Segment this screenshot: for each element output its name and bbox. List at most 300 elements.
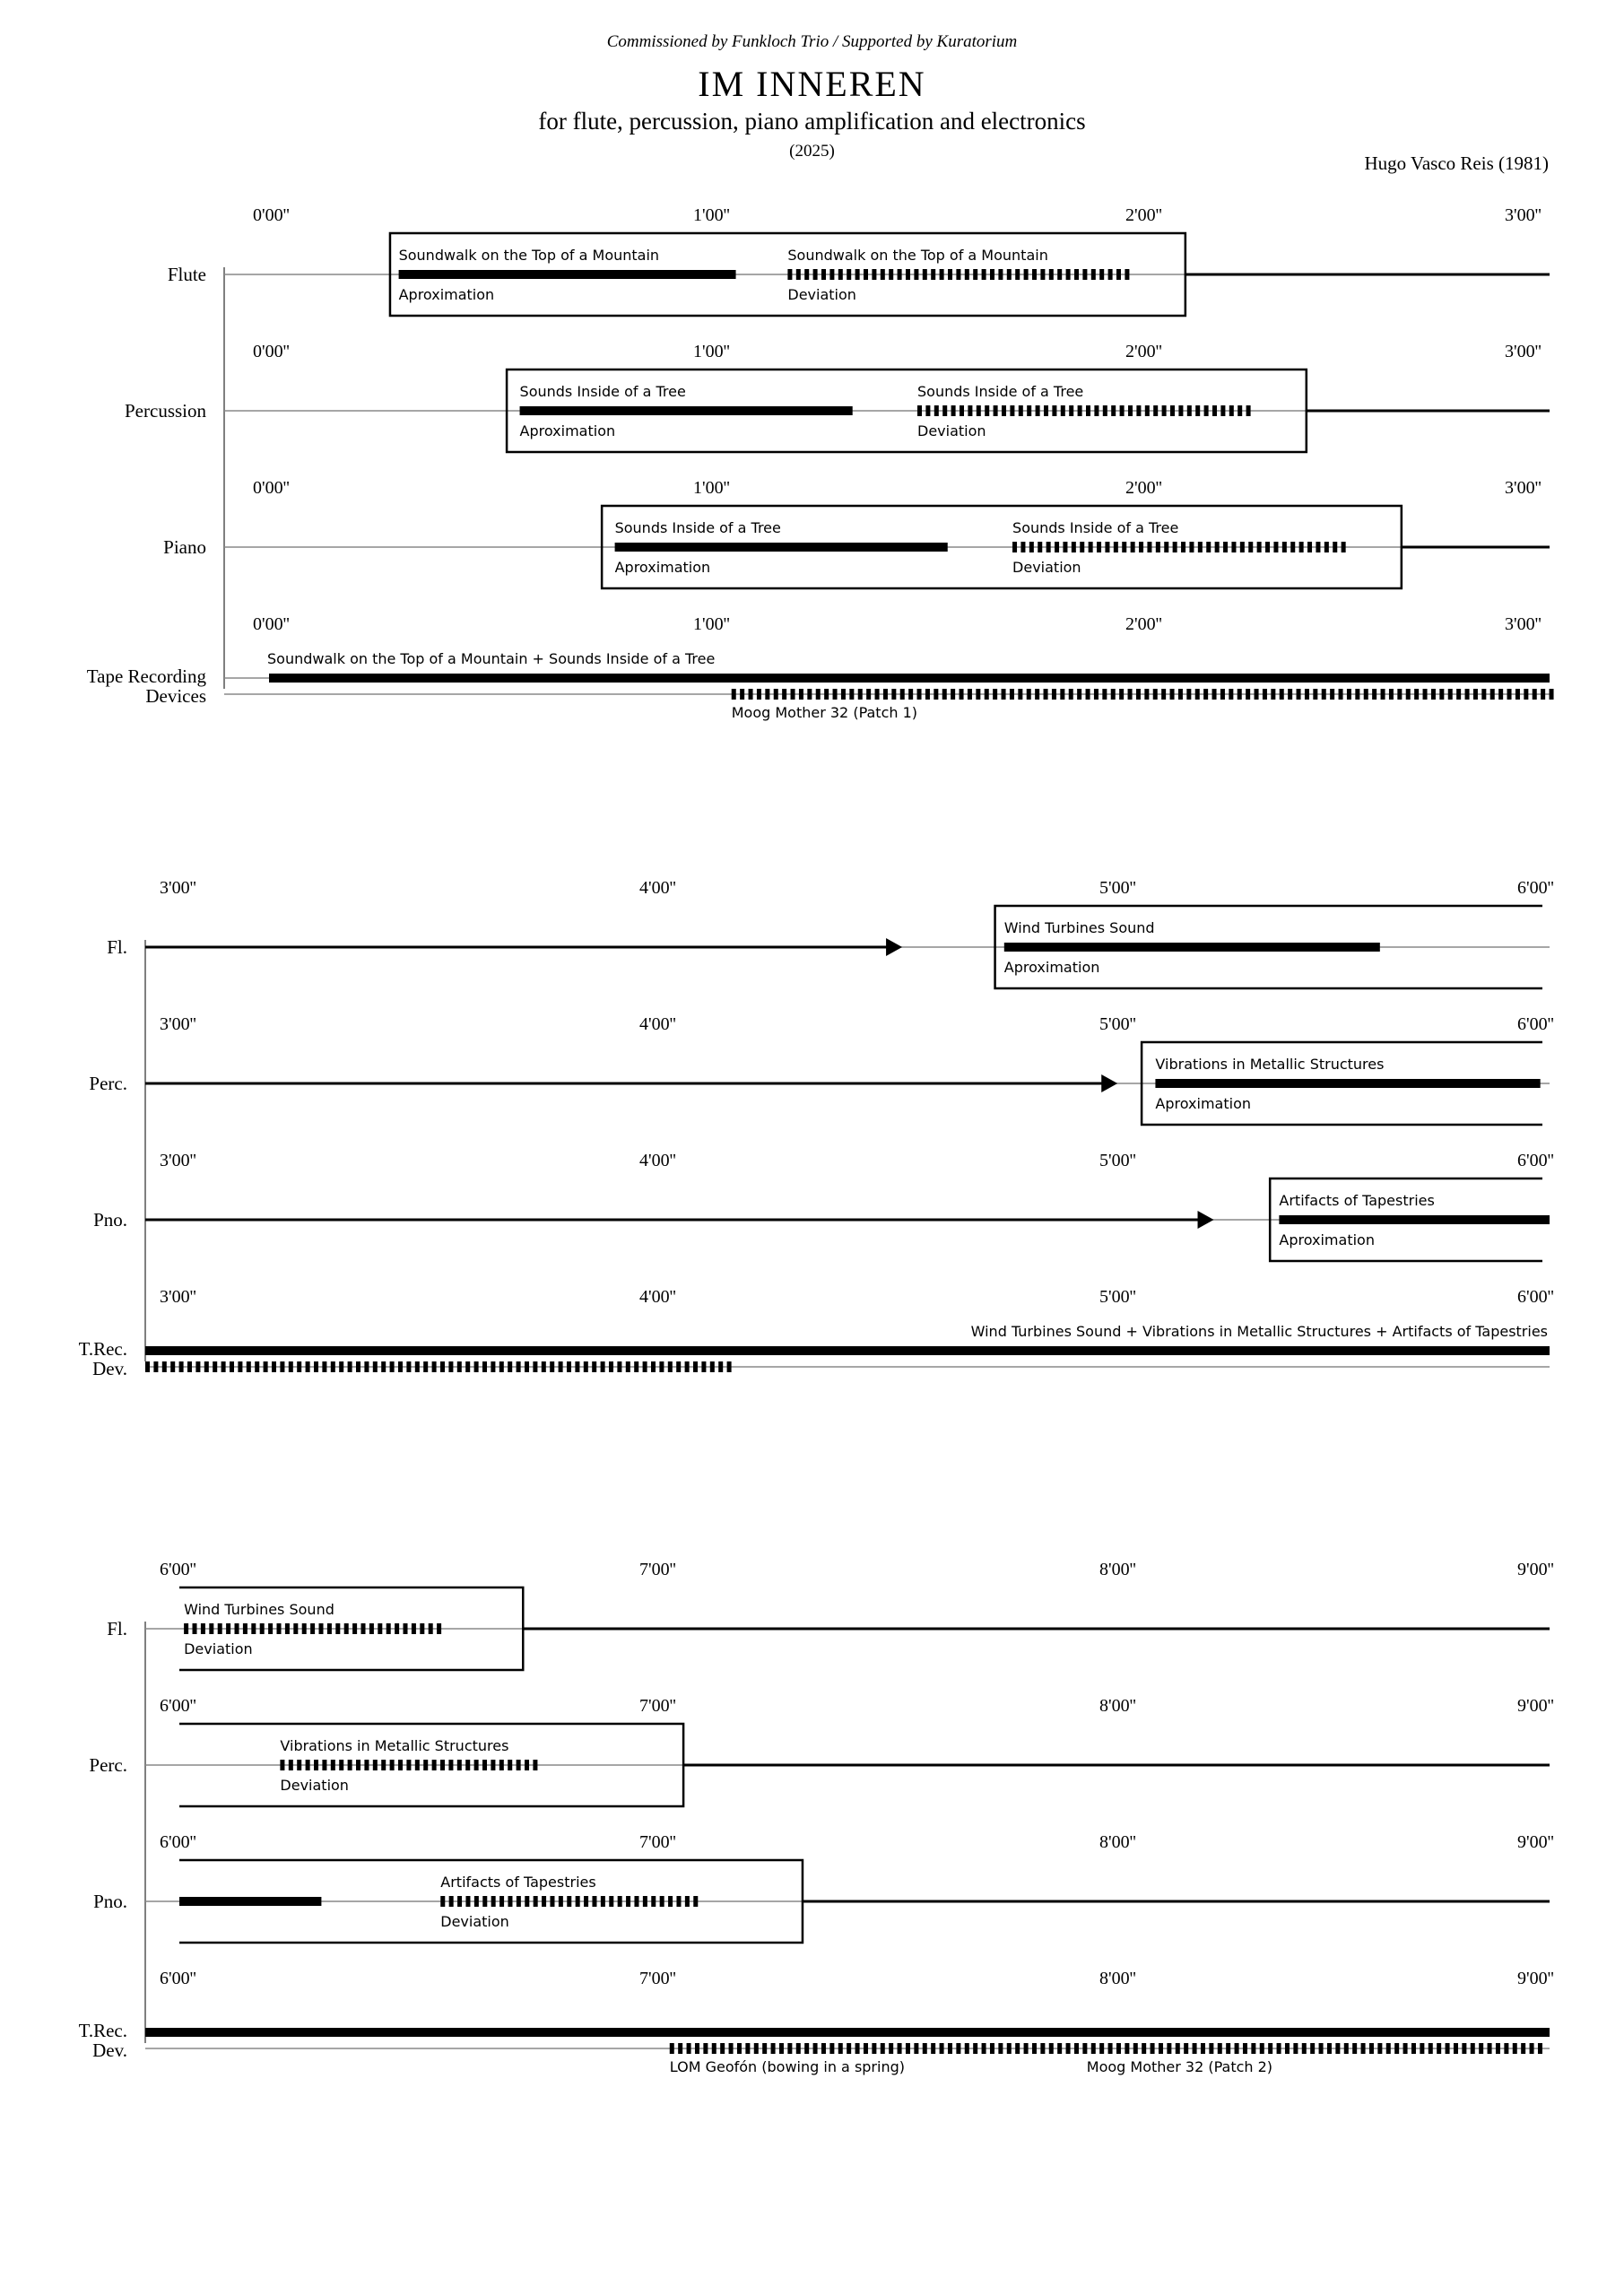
electronics-label: Moog Mother 32 (Patch 1) bbox=[731, 704, 918, 721]
dash-mark bbox=[1111, 689, 1116, 700]
dash-mark bbox=[432, 1760, 437, 1770]
dash-mark bbox=[331, 1361, 335, 1372]
dash-mark bbox=[917, 689, 922, 700]
dash-mark bbox=[1389, 689, 1394, 700]
dash-mark bbox=[1206, 542, 1211, 552]
dash-mark bbox=[517, 1361, 521, 1372]
dash-mark bbox=[847, 2043, 851, 2054]
dash-mark bbox=[1069, 689, 1073, 700]
dash-mark bbox=[1024, 2043, 1029, 2054]
dash-mark bbox=[457, 1361, 462, 1372]
time-tick-label: 1'00'' bbox=[693, 342, 730, 361]
dash-mark bbox=[824, 689, 829, 700]
dash-mark bbox=[1397, 689, 1402, 700]
time-tick-label: 1'00'' bbox=[693, 478, 730, 498]
dash-mark bbox=[508, 1760, 512, 1770]
dash-mark bbox=[356, 1760, 360, 1770]
event-title: Vibrations in Metallic Structures bbox=[280, 1737, 509, 1754]
time-tick-label: 9'00'' bbox=[1517, 1696, 1554, 1716]
dash-mark bbox=[364, 1760, 369, 1770]
dash-mark bbox=[218, 1623, 222, 1634]
event-mode: Aproximation bbox=[1155, 1095, 1252, 1112]
dash-mark bbox=[804, 269, 809, 280]
dash-mark bbox=[406, 1361, 411, 1372]
dash-mark bbox=[264, 1361, 268, 1372]
dash-mark bbox=[1139, 542, 1143, 552]
time-tick-label: 6'00'' bbox=[1517, 1151, 1554, 1170]
dash-mark bbox=[297, 1760, 301, 1770]
approximation-bar bbox=[1279, 1215, 1550, 1224]
dash-mark bbox=[990, 2043, 994, 2054]
dash-mark bbox=[685, 1896, 690, 1907]
dash-mark bbox=[1324, 542, 1329, 552]
dash-mark bbox=[601, 1361, 605, 1372]
time-tick-label: 3'00'' bbox=[1505, 205, 1541, 225]
dash-mark bbox=[1361, 2043, 1366, 2054]
event-mode: Deviation bbox=[917, 422, 986, 439]
event-title: Artifacts of Tapestries bbox=[1279, 1192, 1435, 1209]
dash-mark bbox=[676, 1896, 681, 1907]
dash-mark bbox=[575, 1361, 579, 1372]
dash-mark bbox=[1060, 689, 1064, 700]
dash-mark bbox=[855, 2043, 860, 2054]
dash-mark bbox=[1103, 405, 1107, 416]
dash-mark bbox=[482, 1896, 487, 1907]
dash-mark bbox=[314, 1760, 318, 1770]
dash-mark bbox=[310, 1623, 315, 1634]
dash-mark bbox=[1063, 542, 1067, 552]
dash-mark bbox=[1456, 689, 1461, 700]
dash-mark bbox=[335, 1623, 340, 1634]
dash-mark bbox=[934, 689, 938, 700]
event-mode: Aproximation bbox=[398, 286, 495, 303]
dash-mark bbox=[373, 1760, 378, 1770]
staff-t-rec- bbox=[79, 1287, 1554, 1379]
dash-mark bbox=[344, 1623, 349, 1634]
event-title: Sounds Inside of a Tree bbox=[614, 519, 781, 536]
dash-mark bbox=[977, 405, 981, 416]
dash-mark bbox=[406, 1760, 411, 1770]
dash-mark bbox=[145, 1361, 150, 1372]
instrument-label-2: Dev. bbox=[92, 2039, 127, 2061]
dash-mark bbox=[609, 1361, 613, 1372]
dash-mark bbox=[1176, 2043, 1180, 2054]
dash-mark bbox=[1052, 405, 1056, 416]
time-tick-label: 2'00'' bbox=[1125, 205, 1162, 225]
dash-mark bbox=[1020, 542, 1025, 552]
dash-mark bbox=[209, 1623, 213, 1634]
dash-mark bbox=[465, 1896, 470, 1907]
dash-mark bbox=[542, 1361, 546, 1372]
dash-mark bbox=[1504, 2043, 1508, 2054]
dash-mark bbox=[1116, 2043, 1121, 2054]
dash-mark bbox=[849, 689, 854, 700]
dash-mark bbox=[235, 1623, 239, 1634]
dash-mark bbox=[1052, 689, 1056, 700]
dash-mark bbox=[1507, 689, 1512, 700]
dash-mark bbox=[1299, 542, 1304, 552]
dash-mark bbox=[567, 1361, 571, 1372]
event-title: Artifacts of Tapestries bbox=[440, 1874, 596, 1891]
time-tick-label: 2'00'' bbox=[1125, 614, 1162, 634]
dash-mark bbox=[1035, 689, 1039, 700]
dash-mark bbox=[993, 689, 997, 700]
dash-mark bbox=[1125, 269, 1129, 280]
dash-mark bbox=[1128, 689, 1133, 700]
dash-mark bbox=[1220, 689, 1225, 700]
dash-mark bbox=[1086, 689, 1090, 700]
dash-mark bbox=[1019, 405, 1023, 416]
dash-mark bbox=[1538, 2043, 1542, 2054]
dash-mark bbox=[1091, 269, 1096, 280]
year: (2025) bbox=[789, 142, 835, 161]
dash-mark bbox=[787, 2043, 792, 2054]
dash-mark bbox=[695, 2043, 699, 2054]
dash-mark bbox=[398, 1760, 403, 1770]
event-mode: Deviation bbox=[787, 286, 856, 303]
event-title: Soundwalk on the Top of a Mountain bbox=[398, 247, 660, 264]
arrow-head-icon bbox=[1101, 1074, 1117, 1092]
dash-mark bbox=[1215, 542, 1220, 552]
dash-mark bbox=[745, 2043, 750, 2054]
dash-mark bbox=[985, 689, 989, 700]
dash-mark bbox=[542, 1896, 546, 1907]
dash-mark bbox=[1403, 2043, 1408, 2054]
dash-mark bbox=[990, 269, 994, 280]
dash-mark bbox=[1044, 405, 1048, 416]
dash-mark bbox=[297, 1361, 301, 1372]
dash-mark bbox=[609, 1896, 613, 1907]
dash-mark bbox=[1195, 405, 1200, 416]
dash-mark bbox=[327, 1623, 332, 1634]
dash-mark bbox=[1473, 689, 1478, 700]
dash-mark bbox=[1448, 689, 1453, 700]
dash-mark bbox=[1010, 689, 1014, 700]
dash-mark bbox=[1521, 2043, 1525, 2054]
dash-mark bbox=[906, 269, 910, 280]
dash-mark bbox=[390, 1760, 395, 1770]
dash-mark bbox=[813, 269, 818, 280]
dash-mark bbox=[626, 1896, 630, 1907]
approximation-bar bbox=[179, 1897, 321, 1906]
dash-mark bbox=[525, 1361, 529, 1372]
dash-mark bbox=[676, 1361, 681, 1372]
dash-mark bbox=[1007, 2043, 1012, 2054]
dash-mark bbox=[1156, 542, 1160, 552]
dash-mark bbox=[914, 2043, 918, 2054]
time-tick-label: 1'00'' bbox=[693, 614, 730, 634]
dash-mark bbox=[1057, 2043, 1062, 2054]
dash-mark bbox=[1285, 2043, 1290, 2054]
dash-mark bbox=[816, 689, 821, 700]
time-tick-label: 5'00'' bbox=[1099, 1014, 1136, 1034]
dash-mark bbox=[1007, 269, 1012, 280]
dash-mark bbox=[659, 1361, 664, 1372]
dash-mark bbox=[162, 1361, 167, 1372]
dash-mark bbox=[1167, 2043, 1171, 2054]
time-tick-label: 6'00'' bbox=[1517, 1014, 1554, 1034]
dash-mark bbox=[1147, 542, 1151, 552]
dash-mark bbox=[449, 1896, 454, 1907]
instrument-label: Piano bbox=[163, 536, 206, 558]
dash-mark bbox=[1251, 2043, 1255, 2054]
dash-mark bbox=[1229, 405, 1234, 416]
dash-mark bbox=[617, 1361, 621, 1372]
dash-mark bbox=[395, 1623, 399, 1634]
event-mode: Deviation bbox=[440, 1913, 509, 1930]
dash-mark bbox=[204, 1361, 209, 1372]
dash-mark bbox=[1406, 689, 1411, 700]
time-tick-label: 5'00'' bbox=[1099, 1287, 1136, 1307]
dash-mark bbox=[774, 689, 778, 700]
dash-mark bbox=[982, 2043, 986, 2054]
dash-mark bbox=[838, 269, 843, 280]
dash-mark bbox=[1057, 269, 1062, 280]
event-title: Wind Turbines Sound bbox=[184, 1601, 334, 1618]
dash-mark bbox=[942, 405, 947, 416]
instrument-label: Perc. bbox=[89, 1073, 127, 1094]
dash-mark bbox=[1204, 405, 1209, 416]
system-3 bbox=[79, 1560, 1554, 2075]
dash-mark bbox=[821, 269, 826, 280]
time-tick-label: 6'00'' bbox=[1517, 878, 1554, 898]
dash-mark bbox=[584, 1361, 588, 1372]
dash-mark bbox=[170, 1361, 175, 1372]
dash-mark bbox=[1411, 2043, 1416, 2054]
dash-mark bbox=[1018, 689, 1022, 700]
dash-mark bbox=[1024, 269, 1029, 280]
dash-mark bbox=[1344, 2043, 1349, 2054]
dash-mark bbox=[807, 689, 812, 700]
dash-mark bbox=[550, 1896, 554, 1907]
dash-mark bbox=[1229, 689, 1233, 700]
dash-mark bbox=[390, 1361, 395, 1372]
dash-mark bbox=[1036, 405, 1040, 416]
instrument-label: Tape Recording bbox=[86, 665, 206, 687]
dash-mark bbox=[1099, 2043, 1104, 2054]
staff-pno- bbox=[93, 1151, 1554, 1261]
dash-mark bbox=[420, 1623, 424, 1634]
dash-mark bbox=[942, 689, 947, 700]
dash-mark bbox=[364, 1361, 369, 1372]
dash-mark bbox=[934, 405, 939, 416]
staff-perc- bbox=[89, 1014, 1553, 1125]
dash-mark bbox=[213, 1361, 217, 1372]
dash-mark bbox=[1240, 542, 1245, 552]
dash-mark bbox=[243, 1623, 248, 1634]
event-mode: Deviation bbox=[184, 1640, 253, 1657]
dash-mark bbox=[1015, 2043, 1020, 2054]
time-tick-label: 3'00'' bbox=[160, 878, 196, 898]
dash-mark bbox=[864, 269, 868, 280]
dash-mark bbox=[1431, 689, 1436, 700]
dash-mark bbox=[796, 269, 801, 280]
dash-mark bbox=[1550, 689, 1554, 700]
dash-mark bbox=[1153, 689, 1158, 700]
dash-mark bbox=[875, 689, 880, 700]
page-title: IM INNEREN bbox=[698, 64, 926, 104]
dash-mark bbox=[1471, 2043, 1475, 2054]
dash-mark bbox=[1386, 2043, 1391, 2054]
dash-mark bbox=[693, 1361, 698, 1372]
time-tick-label: 6'00'' bbox=[160, 1969, 196, 1988]
dash-mark bbox=[796, 2043, 801, 2054]
dash-mark bbox=[670, 2043, 674, 2054]
dash-mark bbox=[1102, 689, 1107, 700]
dash-mark bbox=[712, 2043, 716, 2054]
dash-mark bbox=[584, 1896, 588, 1907]
dash-mark bbox=[1268, 2043, 1272, 2054]
dash-mark bbox=[1128, 405, 1133, 416]
dash-mark bbox=[1082, 2043, 1087, 2054]
time-tick-label: 9'00'' bbox=[1517, 1560, 1554, 1579]
dash-mark bbox=[668, 1361, 673, 1372]
dash-mark bbox=[1524, 689, 1528, 700]
dash-mark bbox=[1170, 689, 1175, 700]
dash-mark bbox=[693, 1896, 698, 1907]
dash-mark bbox=[732, 689, 736, 700]
time-tick-label: 6'00'' bbox=[1517, 1287, 1554, 1307]
dash-mark bbox=[720, 2043, 725, 2054]
dash-mark bbox=[1257, 542, 1262, 552]
instrument-label: T.Rec. bbox=[78, 1338, 127, 1360]
dash-mark bbox=[1181, 542, 1185, 552]
dash-mark bbox=[1178, 405, 1183, 416]
dash-mark bbox=[1541, 689, 1545, 700]
dash-mark bbox=[1243, 2043, 1247, 2054]
dash-mark bbox=[973, 269, 977, 280]
dash-mark bbox=[762, 2043, 767, 2054]
dash-mark bbox=[260, 1623, 265, 1634]
dash-mark bbox=[1170, 405, 1175, 416]
subtitle: for flute, percussion, piano amplification and electronics bbox=[538, 108, 1086, 135]
dash-mark bbox=[1077, 689, 1081, 700]
dash-mark bbox=[195, 1361, 200, 1372]
dash-mark bbox=[255, 1361, 259, 1372]
dash-mark bbox=[404, 1623, 408, 1634]
dash-mark bbox=[804, 2043, 809, 2054]
dash-mark bbox=[965, 269, 969, 280]
dash-mark bbox=[1201, 2043, 1205, 2054]
instrument-label-2: Devices bbox=[145, 685, 206, 707]
dash-mark bbox=[864, 2043, 868, 2054]
dash-mark bbox=[872, 2043, 876, 2054]
dash-mark bbox=[187, 1361, 192, 1372]
dash-mark bbox=[1307, 542, 1312, 552]
dash-mark bbox=[1044, 689, 1048, 700]
dash-mark bbox=[1454, 2043, 1458, 2054]
dash-mark bbox=[412, 1623, 416, 1634]
system-1 bbox=[87, 205, 1554, 721]
dash-mark bbox=[534, 1896, 538, 1907]
dash-mark bbox=[727, 1361, 732, 1372]
dash-mark bbox=[1002, 405, 1006, 416]
event-mode: Aproximation bbox=[1279, 1231, 1375, 1248]
dash-mark bbox=[1488, 2043, 1492, 2054]
dash-mark bbox=[289, 1361, 293, 1372]
staff-fl- bbox=[107, 878, 1554, 988]
dash-mark bbox=[440, 1361, 445, 1372]
dash-mark bbox=[1040, 269, 1045, 280]
dash-mark bbox=[1162, 405, 1167, 416]
dash-mark bbox=[1335, 2043, 1340, 2054]
dash-mark bbox=[1086, 405, 1090, 416]
instrument-label: Pno. bbox=[93, 1891, 127, 1912]
tape-label: Wind Turbines Sound + Vibrations in Metallic Structures + Artifacts of Tapestries bbox=[970, 1323, 1548, 1340]
staff-t-rec- bbox=[79, 1969, 1554, 2075]
dash-mark bbox=[685, 1361, 690, 1372]
dash-mark bbox=[740, 689, 744, 700]
composer: Hugo Vasco Reis (1981) bbox=[1364, 152, 1549, 174]
dash-mark bbox=[398, 1361, 403, 1372]
dash-mark bbox=[1038, 542, 1042, 552]
dash-mark bbox=[1193, 2043, 1197, 2054]
dash-mark bbox=[1010, 405, 1014, 416]
dash-mark bbox=[833, 689, 838, 700]
dash-mark bbox=[838, 2043, 843, 2054]
dash-mark bbox=[1235, 2043, 1239, 2054]
dash-mark bbox=[1246, 405, 1251, 416]
time-tick-label: 4'00'' bbox=[639, 1014, 676, 1034]
dash-mark bbox=[968, 689, 972, 700]
dash-mark bbox=[373, 1361, 378, 1372]
dash-mark bbox=[1091, 2043, 1096, 2054]
dash-mark bbox=[1111, 405, 1116, 416]
dash-mark bbox=[900, 689, 905, 700]
dash-mark bbox=[601, 1896, 605, 1907]
dash-mark bbox=[1049, 269, 1054, 280]
dash-mark bbox=[998, 269, 1003, 280]
dash-mark bbox=[179, 1361, 184, 1372]
dash-mark bbox=[1223, 542, 1228, 552]
dash-mark bbox=[1144, 689, 1149, 700]
dash-mark bbox=[533, 1361, 537, 1372]
dash-mark bbox=[847, 269, 851, 280]
dash-mark bbox=[221, 1361, 226, 1372]
dash-mark bbox=[925, 689, 930, 700]
dash-mark bbox=[968, 405, 972, 416]
staff-perc- bbox=[89, 1696, 1553, 1806]
dash-mark bbox=[1032, 269, 1037, 280]
dash-mark bbox=[643, 1361, 647, 1372]
dash-mark bbox=[415, 1361, 420, 1372]
dash-mark bbox=[1027, 405, 1031, 416]
time-tick-label: 4'00'' bbox=[639, 1151, 676, 1170]
dash-mark bbox=[1002, 689, 1006, 700]
dash-mark bbox=[482, 1760, 487, 1770]
dash-mark bbox=[356, 1361, 360, 1372]
dash-mark bbox=[293, 1623, 298, 1634]
staff-flute bbox=[168, 205, 1550, 316]
tape-bar bbox=[145, 1346, 1550, 1355]
dash-mark bbox=[1029, 542, 1034, 552]
dash-mark bbox=[1069, 405, 1073, 416]
dash-mark bbox=[184, 1623, 188, 1634]
dash-mark bbox=[314, 1361, 318, 1372]
dash-mark bbox=[474, 1361, 479, 1372]
dash-mark bbox=[940, 2043, 944, 2054]
dash-mark bbox=[1423, 689, 1428, 700]
event-mode: Aproximation bbox=[519, 422, 616, 439]
dash-mark bbox=[1293, 2043, 1298, 2054]
dash-mark bbox=[1066, 2043, 1071, 2054]
dash-mark bbox=[1116, 269, 1121, 280]
dash-mark bbox=[448, 1760, 453, 1770]
dash-mark bbox=[1290, 542, 1295, 552]
dash-mark bbox=[771, 2043, 776, 2054]
dash-mark bbox=[1094, 689, 1099, 700]
dash-mark bbox=[1280, 689, 1284, 700]
